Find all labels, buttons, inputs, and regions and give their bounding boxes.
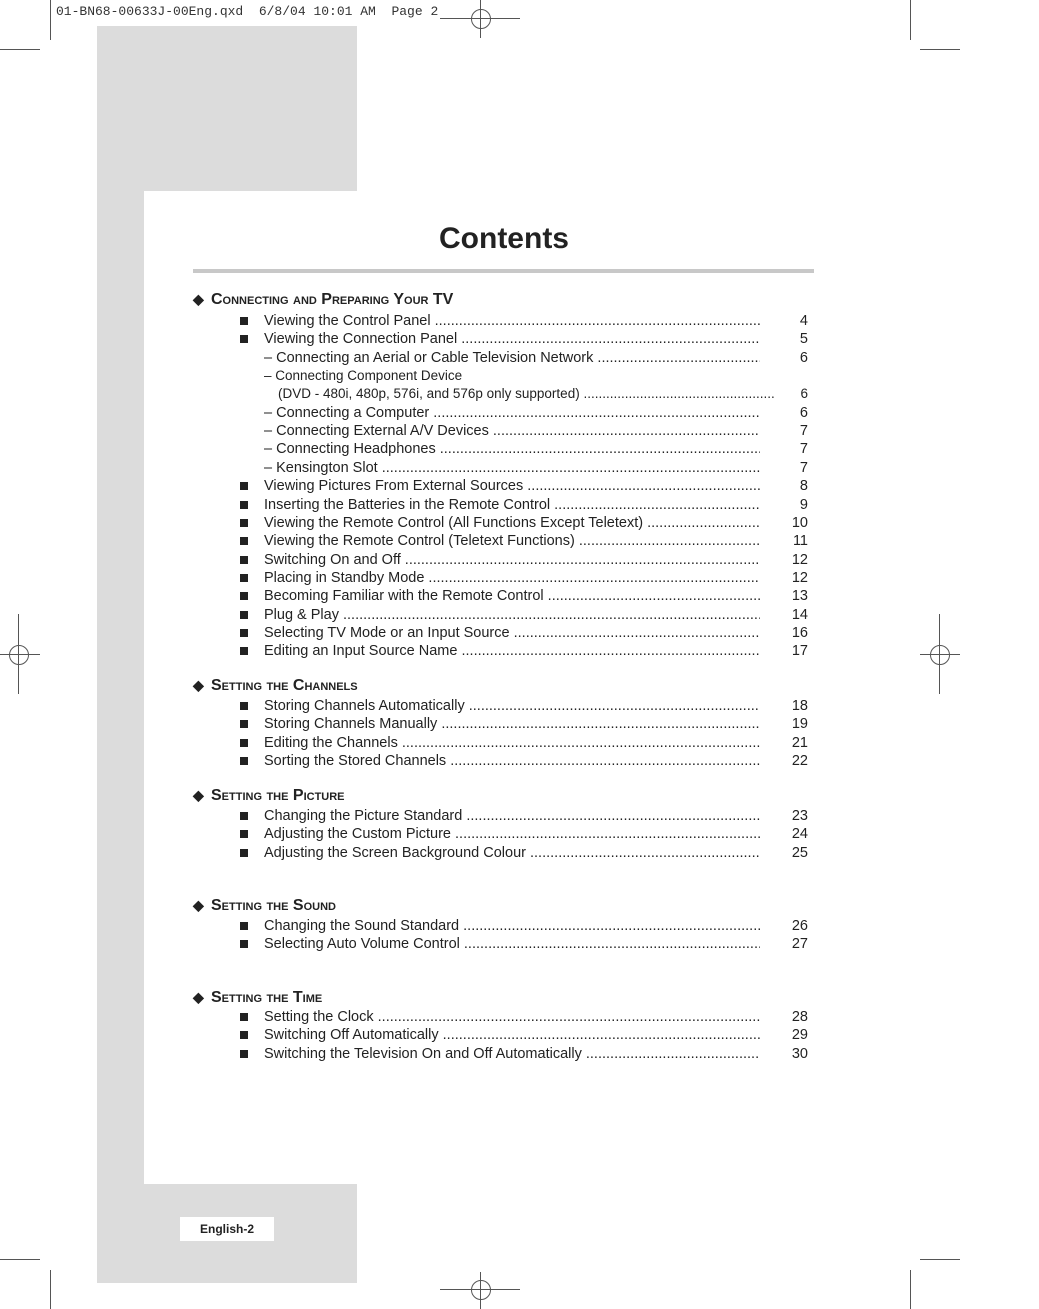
toc-entry-label: Storing Channels Automatically ..... — [264, 697, 760, 715]
toc-entry-page: 6 — [799, 404, 808, 421]
toc-entry-page: 18 — [791, 698, 808, 714]
toc-entry-page: 12 — [791, 569, 808, 586]
title-rule — [193, 269, 814, 273]
square-bullet-icon — [240, 830, 248, 838]
toc-entry-label: Viewing the Control Panel ..... — [264, 312, 760, 330]
section-heading: ◆ Setting the Time — [193, 989, 323, 1006]
toc-entry-label: Changing the Sound Standard ..... — [264, 917, 760, 935]
square-bullet-icon — [240, 317, 248, 325]
toc-entry-label: Selecting Auto Volume Control ..... — [264, 935, 760, 953]
square-bullet-icon — [240, 1013, 248, 1021]
square-bullet-icon — [240, 537, 248, 545]
square-bullet-icon — [240, 702, 248, 710]
toc-entry-label: Viewing the Remote Control (All Functions Except Teletext) ..... — [264, 514, 760, 532]
toc-entry-label: Adjusting the Screen Background Colour ..... — [264, 844, 760, 862]
toc-entry — [238, 496, 808, 514]
toc-entry — [238, 440, 808, 458]
toc-entry — [238, 551, 808, 569]
toc-entry-page: 28 — [791, 1009, 808, 1025]
toc-entry — [238, 367, 808, 385]
toc-entry — [238, 385, 808, 403]
toc-entry-page: 19 — [791, 716, 808, 733]
square-bullet-icon — [240, 482, 248, 490]
toc-entry-page: 27 — [791, 936, 808, 953]
toc-entry-page: 7 — [799, 441, 808, 458]
diamond-icon: ◆ — [193, 787, 204, 803]
square-bullet-icon — [240, 574, 248, 582]
toc-entry-label: – Kensington Slot ..... — [264, 459, 760, 477]
square-bullet-icon — [240, 592, 248, 600]
toc-entry — [238, 312, 808, 330]
square-bullet-icon — [240, 757, 248, 765]
toc-entry-page: 25 — [791, 844, 808, 861]
toc-entry — [238, 697, 808, 715]
toc-entry — [238, 752, 808, 770]
toc-entry-page: 23 — [791, 808, 808, 824]
square-bullet-icon — [240, 647, 248, 655]
square-bullet-icon — [240, 611, 248, 619]
toc-entry — [238, 624, 808, 642]
toc-entry-label: Viewing the Connection Panel ..... — [264, 330, 760, 348]
diamond-icon: ◆ — [193, 989, 204, 1005]
left-gray-band — [97, 26, 144, 1283]
toc-entry-page: 11 — [792, 533, 808, 550]
square-bullet-icon — [240, 1031, 248, 1039]
toc-entry — [238, 606, 808, 624]
toc-entry — [238, 807, 808, 825]
square-bullet-icon — [240, 519, 248, 527]
toc-entry — [238, 404, 808, 422]
diamond-icon: ◆ — [193, 677, 204, 693]
square-bullet-icon — [240, 629, 248, 637]
toc-entry-page: 17 — [791, 643, 808, 660]
section-heading: ◆ Setting the Channels — [193, 677, 358, 694]
toc-entry-page: 6 — [799, 349, 808, 366]
toc-entry-label: Becoming Familiar with the Remote Control ..... — [264, 587, 760, 605]
toc-entry-label: Viewing Pictures From External Sources ..... — [264, 477, 760, 495]
toc-entry-label: – Connecting Component Device — [264, 368, 463, 384]
toc-entry-page: 16 — [791, 624, 808, 641]
toc-entry-page: 4 — [799, 313, 808, 329]
square-bullet-icon — [240, 720, 248, 728]
toc-entry-label: Storing Channels Manually ..... — [264, 715, 760, 733]
toc-entry-page: 7 — [799, 459, 808, 476]
toc-entry — [238, 514, 808, 532]
toc-entry — [238, 459, 808, 477]
toc-entry-label: Switching On and Off ..... — [264, 551, 760, 569]
toc-entry-page: 22 — [791, 753, 808, 770]
toc-entry — [238, 935, 808, 953]
toc-entry-page: 9 — [799, 496, 808, 513]
square-bullet-icon — [240, 335, 248, 343]
toc-entry — [238, 1026, 808, 1044]
toc-entry — [238, 477, 808, 495]
toc-entry-page: 13 — [791, 588, 808, 605]
section-heading: ◆ Setting the Sound — [193, 897, 336, 914]
section-heading: ◆ Setting the Picture — [193, 787, 345, 804]
square-bullet-icon — [240, 556, 248, 564]
toc-entry-label: Placing in Standby Mode ..... — [264, 569, 760, 587]
toc-entry-page: 30 — [791, 1045, 808, 1062]
print-slug: 01-BN68-00633J-00Eng.qxd 6/8/04 10:01 AM Page 2 — [56, 4, 439, 19]
toc-entry-page: 7 — [799, 423, 808, 440]
toc-entry-label: – Connecting External A/V Devices ..... — [264, 422, 760, 440]
toc-entry — [238, 587, 808, 605]
toc-entry-label: – Connecting an Aerial or Cable Television Network ..... — [264, 349, 760, 367]
toc-entry-label: Editing an Input Source Name ..... — [264, 642, 760, 660]
page-title: Contents — [439, 222, 569, 255]
toc-entry-label: Selecting TV Mode or an Input Source ..... — [264, 624, 760, 642]
toc-entry-page: 21 — [791, 734, 808, 751]
toc-entry — [238, 642, 808, 660]
toc-entry — [238, 569, 808, 587]
toc-entry-page: 10 — [791, 514, 808, 531]
toc-entry-label: Plug & Play ..... — [264, 606, 760, 624]
toc-entry — [238, 422, 808, 440]
toc-entry-page: 26 — [791, 918, 808, 934]
square-bullet-icon — [240, 739, 248, 747]
diamond-icon: ◆ — [193, 291, 204, 307]
square-bullet-icon — [240, 940, 248, 948]
toc-entry — [238, 1045, 808, 1063]
square-bullet-icon — [240, 849, 248, 857]
toc-entry — [238, 715, 808, 733]
toc-entry-page: 5 — [799, 331, 808, 348]
toc-entry-page: 8 — [799, 478, 808, 495]
top-gray-block — [144, 26, 357, 191]
toc-entry-page: 12 — [791, 551, 808, 568]
toc-entry-page: 14 — [791, 606, 808, 623]
toc-entry — [238, 330, 808, 348]
toc-entry — [238, 917, 808, 935]
toc-entry-label: Changing the Picture Standard ..... — [264, 807, 760, 825]
square-bullet-icon — [240, 501, 248, 509]
toc-entry — [238, 349, 808, 367]
toc-entry — [238, 844, 808, 862]
toc-entry — [238, 734, 808, 752]
toc-entry — [238, 825, 808, 843]
toc-entry-label: Setting the Clock ..... — [264, 1008, 760, 1026]
square-bullet-icon — [240, 812, 248, 820]
page-footer: English-2 — [180, 1217, 274, 1241]
toc-entry-page: 29 — [791, 1027, 808, 1044]
toc-entry-label: Editing the Channels ..... — [264, 734, 760, 752]
toc-entry-label: – Connecting a Computer ..... — [264, 404, 760, 422]
toc-entry — [238, 1008, 808, 1026]
square-bullet-icon — [240, 922, 248, 930]
diamond-icon: ◆ — [193, 897, 204, 913]
toc-entry-label: Sorting the Stored Channels ..... — [264, 752, 760, 770]
toc-entry — [238, 532, 808, 550]
toc-entry-page: 24 — [791, 826, 808, 843]
toc-entry-label: Viewing the Remote Control (Teletext Functions) ..... — [264, 532, 760, 550]
toc-entry-label: Adjusting the Custom Picture ..... — [264, 825, 760, 843]
toc-entry-label: Switching the Television On and Off Automatically ..... — [264, 1045, 760, 1063]
toc-entry-label: Switching Off Automatically ..... — [264, 1026, 760, 1044]
section-heading: ◆ Connecting and Preparing Your TV — [193, 291, 454, 308]
toc-entry-page: 6 — [800, 386, 808, 402]
toc-entry-label: – Connecting Headphones ..... — [264, 440, 760, 458]
toc-entry-label: Inserting the Batteries in the Remote Control ..... — [264, 496, 760, 514]
square-bullet-icon — [240, 1050, 248, 1058]
toc-entry-label: (DVD - 480i, 480p, 576i, and 576p only supported) ..... — [278, 385, 774, 403]
